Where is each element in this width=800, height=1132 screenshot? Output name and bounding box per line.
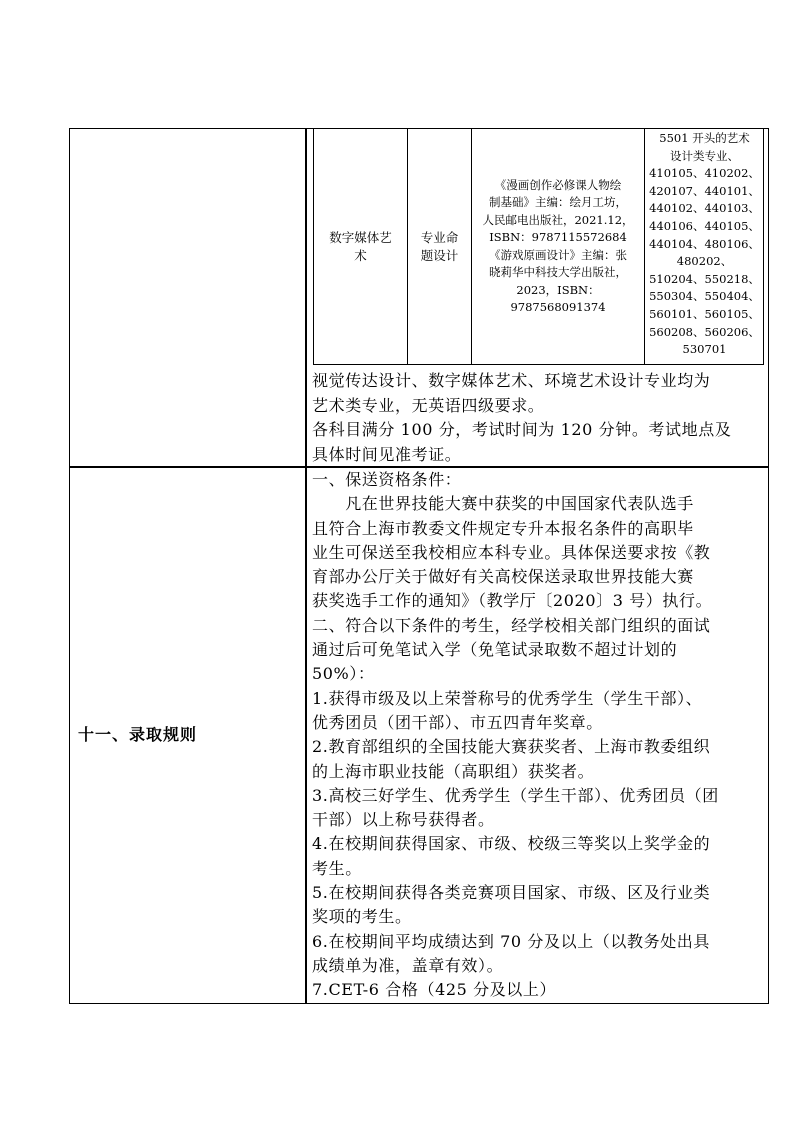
code-line: 440106、440105、 — [649, 218, 760, 233]
note-line: 具体时间见准考证。 — [312, 444, 462, 464]
rule-line: 且符合上海市教委文件规定专升本报名条件的高职毕 — [312, 518, 694, 538]
rule-line: 干部）以上称号获得者。 — [312, 810, 495, 830]
inner-cell-subject — [408, 128, 471, 365]
rule-line: 4.在校期间获得国家、市级、校级三等奖以上奖学金的 — [312, 834, 711, 854]
admission-rules — [312, 468, 764, 1003]
code-line: 560208、560206、 — [649, 324, 760, 339]
rule-line: 通过后可免笔试入学（免笔试录取数不超过计划的 — [312, 640, 678, 660]
note-line: 各科目满分 100 分，考试时间为 120 分钟。考试地点及 — [312, 420, 732, 439]
rule-line: 1.获得市级及以上荣誉称号的优秀学生（学生干部）、 — [312, 688, 703, 708]
table-column-divider — [305, 128, 307, 1004]
rule-line: 育部办公厅关于做好有关高校保送录取世界技能大赛 — [312, 567, 694, 587]
code-line: 420107、440101、 — [649, 183, 760, 198]
rule-line: 50%）： — [312, 664, 375, 684]
rule-line: 考生。 — [312, 858, 362, 878]
rule-line: 奖项的考生。 — [312, 907, 412, 927]
rule-line: 2.教育部组织的全国技能大赛获奖者、上海市教委组织 — [312, 737, 711, 757]
rule-line: 业生可保送至我校相应本科专业。具体保送要求按《教 — [312, 542, 711, 562]
code-line: 设计类专业、 — [670, 148, 739, 163]
code-line: 550304、550404、 — [649, 289, 760, 304]
book-line: 制基础》主编：绘月工坊， — [489, 195, 627, 209]
rule-line: 二、符合以下条件的考生，经学校相关部门组织的面试 — [312, 615, 711, 635]
rule-line: 凡在世界技能大赛中获奖的中国国家代表队选手 — [312, 494, 694, 514]
exam-notes — [312, 369, 764, 467]
code-line: 5501 开头的艺术 — [659, 131, 750, 145]
note-line: 视觉传达设计、数字媒体艺术、环境艺术设计专业均为 — [312, 371, 711, 390]
book-line: 《漫画创作必修课人物绘 — [494, 177, 622, 192]
code-line: 440102、440103、 — [649, 201, 760, 216]
section-heading: 十一、录取规则 — [78, 725, 198, 744]
book-line: 2023，ISBN：9787568091374 — [510, 282, 606, 314]
rule-line: 的上海市职业技能（高职组）获奖者。 — [312, 761, 595, 781]
rule-line: 6.在校期间平均成绩达到 70 分及以上（以教务处出具 — [312, 931, 710, 951]
rule-line: 获奖选手工作的通知》（教学厅〔2020〕3 号）执行。 — [312, 591, 713, 611]
rule-line: 成绩单为准，盖章有效）。 — [312, 955, 504, 975]
book-line: ISBN：9787115572684 — [489, 230, 627, 244]
major-name: 数字媒体艺术 — [329, 229, 392, 263]
rule-line: 优秀团员（团干部）、市五四青年奖章。 — [312, 712, 603, 732]
book-line: 《游戏原画设计》主编：张 — [489, 247, 627, 262]
book-line: 人民邮电出版社，2021.12， — [482, 212, 634, 227]
rule-line: 7.CET-6 合格（425 分及以上） — [312, 980, 557, 1000]
rule-line: 3.高校三好学生、优秀学生（学生干部）、优秀团员（团 — [312, 785, 719, 805]
code-line: 560101、560105、 — [649, 306, 760, 321]
code-line: 480202、 — [676, 254, 733, 269]
code-line: 410105、410202、 — [649, 166, 760, 181]
code-line: 530701 — [682, 342, 727, 357]
inner-cell-books — [472, 128, 644, 365]
rule-line: 一、保送资格条件： — [312, 470, 462, 489]
rule-line: 5.在校期间获得各类竞赛项目国家、市级、区及行业类 — [312, 883, 711, 903]
inner-cell-major — [314, 128, 407, 365]
code-line: 510204、550218、 — [649, 271, 760, 286]
book-line: 晓莉华中科技大学出版社， — [489, 265, 627, 279]
note-line: 艺术类专业，无英语四级要求。 — [312, 395, 545, 415]
inner-cell-codes — [645, 128, 764, 365]
code-line: 440104、480106、 — [649, 236, 760, 251]
subject-name: 专业命题设计 — [420, 229, 459, 263]
